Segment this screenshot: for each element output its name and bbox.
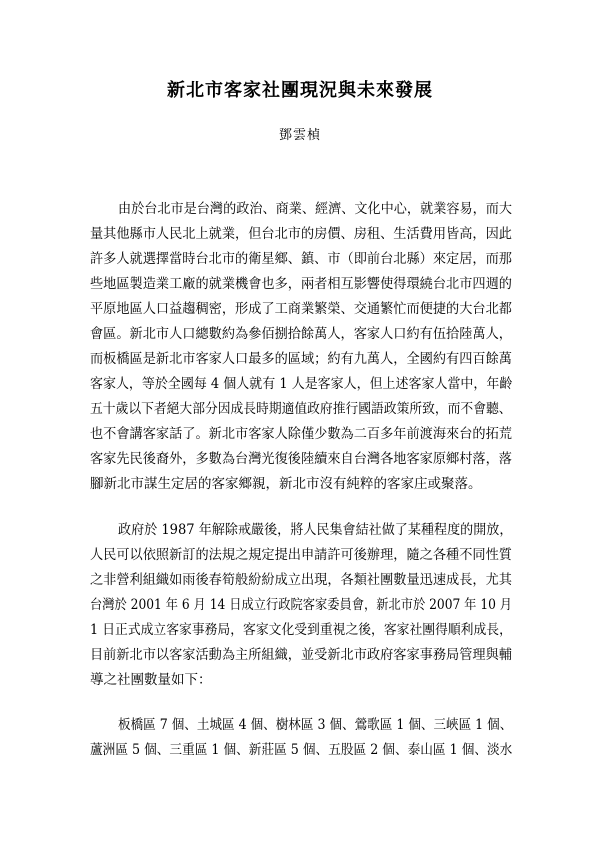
paragraph-1-line-8: 客家人，等於全國每 4 個人就有 1 人是客家人，但上述客家人當中，年齡 <box>90 376 513 392</box>
paragraph-2-line-7: 導之社團數量如下： <box>90 672 212 688</box>
paragraph-1-line-6: 會區。新北市人口總數約為參佰捌拾餘萬人，客家人口約有伍拾陸萬人， <box>90 326 512 342</box>
paragraph-1-line-5: 平原地區人口益趨稠密，形成了工商業繁榮、交通繁忙而便捷的大台北都 <box>90 301 512 317</box>
paragraph-1-line-2: 量其他縣市人民北上就業，但台北市的房價、房租、生活費用皆高，因此 <box>90 226 512 242</box>
paragraph-2-line-1: 政府於 1987 年解除戒嚴後，將人民集會結社做了某種程度的開放， <box>118 522 513 538</box>
paragraph-2-line-3: 之非營利組織如雨後春筍般紛紛成立出現，各類社團數量迅速成長，尤其 <box>90 572 512 588</box>
paragraph-3-line-1: 板橋區 7 個、土城區 4 個、樹林區 3 個、鶯歌區 1 個、三峽區 1 個、 <box>118 717 513 733</box>
paragraph-2-line-4: 台灣於 2001 年 6 月 14 日成立行政院客家委員會，新北市於 2007 年 10 月 <box>90 597 513 613</box>
document-author: 鄧雲楨 <box>278 128 321 143</box>
paragraph-1-line-7: 而板橋區是新北市客家人口最多的區域；約有九萬人，全國約有四百餘萬 <box>90 351 512 367</box>
paragraph-2-line-2: 人民可以依照新訂的法規之規定提出申請許可後辦理，隨之各種不同性質 <box>90 547 512 563</box>
paragraph-1-line-1: 由於台北市是台灣的政治、商業、經濟、文化中心，就業容易，而大 <box>118 201 512 217</box>
paragraph-1-line-12: 腳新北市謀生定居的客家鄉親，新北市沒有純粹的客家庄或聚落。 <box>90 476 482 492</box>
paragraph-2-line-6: 目前新北市以客家活動為主所組織，並受新北市政府客家事務局管理與輔 <box>90 647 512 663</box>
paragraph-1-line-9: 五十歲以下者絕大部分因成長時期適值政府推行國語政策所致，而不會聽、 <box>90 401 512 417</box>
paragraph-1-line-10: 也不會講客家話了。新北市客家人除僅少數為二百多年前渡海來台的拓荒 <box>90 426 512 442</box>
document-title: 新北市客家社團現況與未來發展 <box>167 80 433 101</box>
paragraph-1-line-3: 許多人就選擇當時台北市的衛星鄉、鎮、市（即前台北縣）來定居，而那 <box>90 251 512 267</box>
paragraph-1-line-4: 些地區製造業工廠的就業機會也多，兩者相互影響使得環繞台北市四週的 <box>90 276 512 292</box>
paragraph-2-line-5: 1 日正式成立客家事務局，客家文化受到重視之後，客家社團得順利成長， <box>90 622 512 638</box>
paragraph-3-line-2: 蘆洲區 5 個、三重區 1 個、新莊區 5 個、五股區 2 個、泰山區 1 個、淡水 <box>90 742 513 758</box>
paragraph-1-line-11: 客家先民後裔外，多數為台灣光復後陸續來自台灣各地客家原鄉村落，落 <box>90 451 512 467</box>
